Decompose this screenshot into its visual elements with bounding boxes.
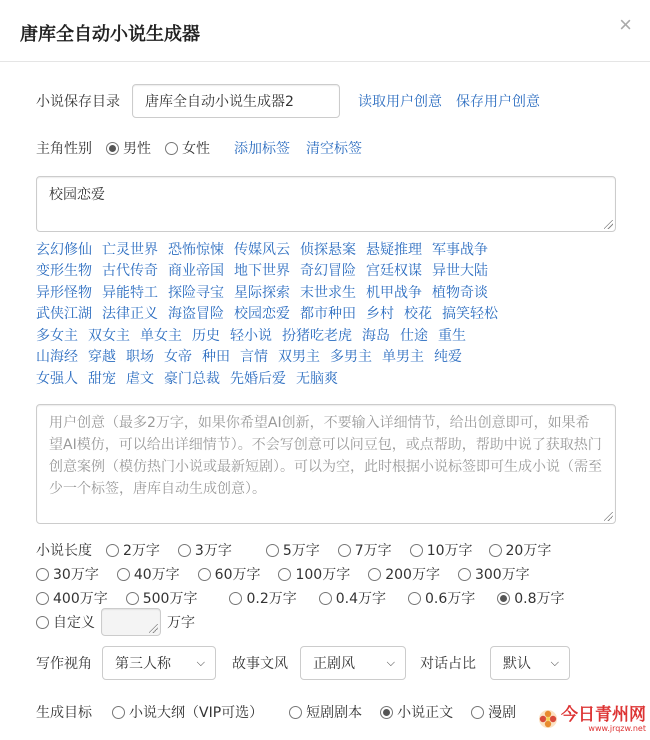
- tag-list: [36, 238, 616, 389]
- radio-label: 0.2万字: [246, 591, 297, 607]
- radio-label: 5万字: [282, 543, 320, 559]
- radio-label: 自定义: [53, 615, 95, 631]
- radio-indicator: [106, 142, 119, 155]
- radio-label: 100万字: [295, 567, 351, 583]
- radio-label: 小说大纲（VIP可选）: [129, 705, 264, 721]
- tag-link[interactable]: 搞笑轻松: [442, 306, 498, 323]
- radio-label: 300万字: [474, 567, 530, 583]
- target-comic-radio[interactable]: [471, 702, 516, 722]
- tag-link[interactable]: 侦探悬案: [300, 241, 356, 258]
- watermark-sub: www.jrqzw.net: [588, 723, 646, 733]
- radio-indicator: [497, 592, 510, 605]
- tag-link[interactable]: 种田: [202, 349, 230, 366]
- tag-link[interactable]: 扮猪吃老虎: [282, 327, 352, 344]
- radio-indicator: [380, 706, 393, 719]
- length-60w-radio[interactable]: [198, 564, 261, 584]
- radio-indicator: [289, 706, 302, 719]
- radio-indicator: [229, 592, 242, 605]
- radio-indicator: [278, 568, 291, 581]
- site-watermark: [534, 702, 646, 736]
- tag-link[interactable]: 仕途: [400, 327, 428, 344]
- radio-indicator: [408, 592, 421, 605]
- creative-placeholder: 用户创意（最多2万字，如果你希望AI创新，不要输入详细情节，给出创意即可，如果希望AI模仿，可以给出详细情节）。不会写创意可以问豆包，或点帮助，帮助中说了获取热门创意案例（模仿热门小说或最新短剧）。可以为空，此时根据小说标签即可生成小说（需至少一个标签，唐库自动生成创意）。: [49, 415, 602, 497]
- pov-select-value: 第三人称: [115, 656, 171, 672]
- radio-indicator: [368, 568, 381, 581]
- target-novel-radio[interactable]: [380, 702, 453, 722]
- tag-link[interactable]: 玄幻修仙: [36, 241, 92, 258]
- save-dir-input[interactable]: 唐库全自动小说生成器2: [132, 84, 340, 118]
- length-0.6w-radio[interactable]: [408, 588, 475, 608]
- save-dir-label: 小说保存目录: [36, 94, 120, 110]
- modal-header: [0, 0, 650, 62]
- length-0.8w-radio[interactable]: [497, 588, 564, 608]
- tag-link[interactable]: 植物奇谈: [432, 284, 488, 301]
- tag-line: [36, 281, 616, 303]
- tag-link[interactable]: 恐怖惊悚: [168, 241, 224, 258]
- radio-indicator: [36, 616, 49, 629]
- pov-select[interactable]: [102, 646, 216, 680]
- radio-label: 男性: [123, 141, 151, 157]
- radio-indicator: [471, 706, 484, 719]
- tag-link[interactable]: 校花: [404, 306, 432, 323]
- tag-link[interactable]: 历史: [192, 327, 220, 344]
- tag-link[interactable]: 先婚后爱: [230, 370, 286, 387]
- close-button[interactable]: ×: [619, 12, 632, 37]
- length-10w-radio[interactable]: [410, 540, 473, 560]
- chevron-down-icon: ⌵: [550, 656, 559, 669]
- radio-indicator: [198, 568, 211, 581]
- tag-link[interactable]: 豪门总裁: [164, 370, 220, 387]
- radio-indicator: [117, 568, 130, 581]
- dialog-select[interactable]: [490, 646, 570, 680]
- genre-label: 故事文风: [232, 656, 288, 672]
- custom-length-unit: 万字: [167, 615, 195, 631]
- tag-link[interactable]: 重生: [438, 327, 466, 344]
- tag-link[interactable]: 异能特工: [102, 284, 158, 301]
- tag-link[interactable]: 异形怪物: [36, 284, 92, 301]
- tag-line: [36, 303, 616, 325]
- genre-select-value: 正剧风: [313, 656, 355, 672]
- radio-label: 2万字: [123, 543, 160, 559]
- tag-link[interactable]: 山海经: [36, 349, 78, 366]
- length-7w-radio[interactable]: [338, 540, 392, 560]
- tag-link[interactable]: 传媒风云: [234, 241, 290, 258]
- chevron-down-icon: ⌵: [386, 656, 395, 669]
- length-label: 小说长度: [36, 543, 92, 559]
- length-200w-radio[interactable]: [368, 564, 440, 584]
- tag-link[interactable]: 校园恋爱: [234, 306, 290, 323]
- tag-link[interactable]: 海盗冒险: [168, 306, 224, 323]
- length-0.2w-radio[interactable]: [229, 588, 296, 608]
- length-custom-radio[interactable]: [36, 612, 95, 632]
- length-row-2: [36, 564, 530, 584]
- tag-link[interactable]: 法律正义: [102, 306, 158, 323]
- tag-link[interactable]: 星际探索: [234, 284, 290, 301]
- watermark-text: 今日青州网: [561, 704, 646, 725]
- tag-link[interactable]: 穿越: [88, 349, 116, 366]
- custom-length-input[interactable]: [101, 608, 161, 636]
- tag-line: [36, 346, 616, 368]
- dialog-label: 对话占比: [420, 656, 476, 672]
- flower-logo-icon: [538, 709, 558, 729]
- save-dir-row: [36, 84, 540, 118]
- tag-link[interactable]: 地下世界: [234, 263, 290, 280]
- length-100w-radio[interactable]: [278, 564, 350, 584]
- radio-label: 20万字: [505, 543, 552, 559]
- tag-link[interactable]: 双女主: [88, 327, 130, 344]
- target-row: [36, 702, 516, 722]
- tag-link[interactable]: 多女主: [36, 327, 78, 344]
- length-0.4w-radio[interactable]: [319, 588, 386, 608]
- pov-label: 写作视角: [36, 656, 92, 672]
- tag-link[interactable]: 双男主: [278, 349, 320, 366]
- length-row-3: [36, 588, 565, 608]
- gender-female-radio[interactable]: [165, 138, 210, 158]
- tag-link[interactable]: 都市种田: [300, 306, 356, 323]
- tag-textarea[interactable]: [36, 176, 616, 232]
- tag-link[interactable]: 探险寻宝: [168, 284, 224, 301]
- tag-link[interactable]: 纯爱: [434, 349, 462, 366]
- genre-select[interactable]: [300, 646, 406, 680]
- radio-label: 0.6万字: [425, 591, 476, 607]
- tag-link[interactable]: 虐文: [126, 370, 154, 387]
- radio-label: 500万字: [142, 591, 198, 607]
- clear-tag-link[interactable]: 清空标签: [306, 141, 362, 157]
- tag-link[interactable]: 无脑爽: [296, 370, 338, 387]
- tag-line: [36, 367, 616, 389]
- radio-label: 10万字: [426, 543, 473, 559]
- radio-label: 400万字: [53, 591, 108, 607]
- tag-line: [36, 260, 616, 282]
- radio-label: 7万字: [354, 543, 392, 559]
- length-20w-radio[interactable]: [489, 540, 552, 560]
- radio-indicator: [36, 568, 49, 581]
- radio-indicator: [112, 706, 125, 719]
- tag-link[interactable]: 单男主: [382, 349, 424, 366]
- radio-label: 30万字: [53, 567, 99, 583]
- radio-label: 0.8万字: [514, 591, 565, 607]
- gender-label: 主角性别: [36, 141, 92, 157]
- tag-line: [36, 324, 616, 346]
- radio-indicator: [458, 568, 471, 581]
- radio-label: 漫剧: [488, 705, 517, 721]
- radio-label: 40万字: [133, 567, 180, 583]
- tag-link[interactable]: 商业帝国: [168, 263, 224, 280]
- tag-link[interactable]: 轻小说: [230, 327, 272, 344]
- add-tag-link[interactable]: 添加标签: [234, 141, 290, 157]
- tag-link[interactable]: 职场: [126, 349, 154, 366]
- tag-link[interactable]: 武侠江湖: [36, 306, 92, 323]
- tag-link[interactable]: 军事战争: [432, 241, 488, 258]
- creative-textarea[interactable]: [36, 404, 616, 524]
- tag-link[interactable]: 言情: [240, 349, 268, 366]
- length-400w-radio[interactable]: [36, 588, 108, 608]
- radio-indicator: [36, 592, 49, 605]
- target-label: 生成目标: [36, 705, 92, 721]
- tag-link[interactable]: 奇幻冒险: [300, 263, 356, 280]
- length-300w-radio[interactable]: [458, 564, 530, 584]
- gender-row: [36, 138, 362, 158]
- radio-label: 短剧剧本: [306, 705, 363, 721]
- tag-link[interactable]: 单女主: [140, 327, 182, 344]
- watermark-text-block: [561, 706, 646, 733]
- radio-indicator: [106, 544, 119, 557]
- target-script-radio[interactable]: [289, 702, 362, 722]
- tag-link[interactable]: 乡村: [366, 306, 394, 323]
- tag-link[interactable]: 女帝: [164, 349, 192, 366]
- custom-length-row: [36, 608, 195, 636]
- save-ideas-link[interactable]: 保存用户创意: [456, 94, 540, 110]
- radio-indicator: [410, 544, 423, 557]
- radio-label: 0.4万字: [335, 591, 386, 607]
- radio-indicator: [126, 592, 139, 605]
- radio-indicator: [489, 544, 502, 557]
- radio-label: 小说正文: [397, 705, 454, 721]
- radio-indicator: [338, 544, 351, 557]
- tag-link[interactable]: 亡灵世界: [102, 241, 158, 258]
- radio-label: 200万字: [385, 567, 440, 583]
- length-row-1: [36, 540, 551, 560]
- modal-title: 唐库全自动小说生成器: [20, 24, 200, 45]
- radio-label: 女性: [182, 141, 210, 157]
- length-500w-radio[interactable]: [126, 588, 198, 608]
- tag-link[interactable]: 古代传奇: [102, 263, 158, 280]
- radio-indicator: [319, 592, 332, 605]
- tag-line: [36, 238, 616, 260]
- target-outline-radio[interactable]: [112, 702, 263, 722]
- radio-indicator: [266, 544, 279, 557]
- dialog-select-value: 默认: [503, 656, 531, 672]
- tag-link[interactable]: 末世求生: [300, 284, 356, 301]
- tag-link[interactable]: 宫廷权谋: [366, 263, 422, 280]
- radio-indicator: [178, 544, 191, 557]
- style-row: [36, 646, 570, 680]
- resize-grip[interactable]: [604, 220, 613, 229]
- resize-grip[interactable]: [149, 624, 158, 633]
- length-40w-radio[interactable]: [117, 564, 180, 584]
- radio-label: 3万字: [194, 543, 232, 559]
- length-30w-radio[interactable]: [36, 564, 99, 584]
- tag-link[interactable]: 多男主: [330, 349, 372, 366]
- radio-indicator: [165, 142, 178, 155]
- chevron-down-icon: ⌵: [196, 656, 205, 669]
- read-ideas-link[interactable]: 读取用户创意: [358, 94, 442, 110]
- length-2w-radio[interactable]: [106, 540, 160, 560]
- tag-link[interactable]: 机甲战争: [366, 284, 422, 301]
- tag-link[interactable]: 女强人: [36, 370, 78, 387]
- tag-link[interactable]: 变形生物: [36, 263, 92, 280]
- tag-link[interactable]: 海岛: [362, 327, 390, 344]
- length-5w-radio[interactable]: [266, 540, 320, 560]
- length-3w-radio[interactable]: [178, 540, 232, 560]
- radio-label: 60万字: [214, 567, 261, 583]
- gender-male-radio[interactable]: [106, 138, 151, 158]
- tag-link[interactable]: 甜宠: [88, 370, 116, 387]
- tag-link[interactable]: 悬疑推理: [366, 241, 422, 258]
- tag-link[interactable]: 异世大陆: [432, 263, 488, 280]
- tag-textarea-value: 校园恋爱: [49, 187, 105, 203]
- resize-grip[interactable]: [604, 512, 613, 521]
